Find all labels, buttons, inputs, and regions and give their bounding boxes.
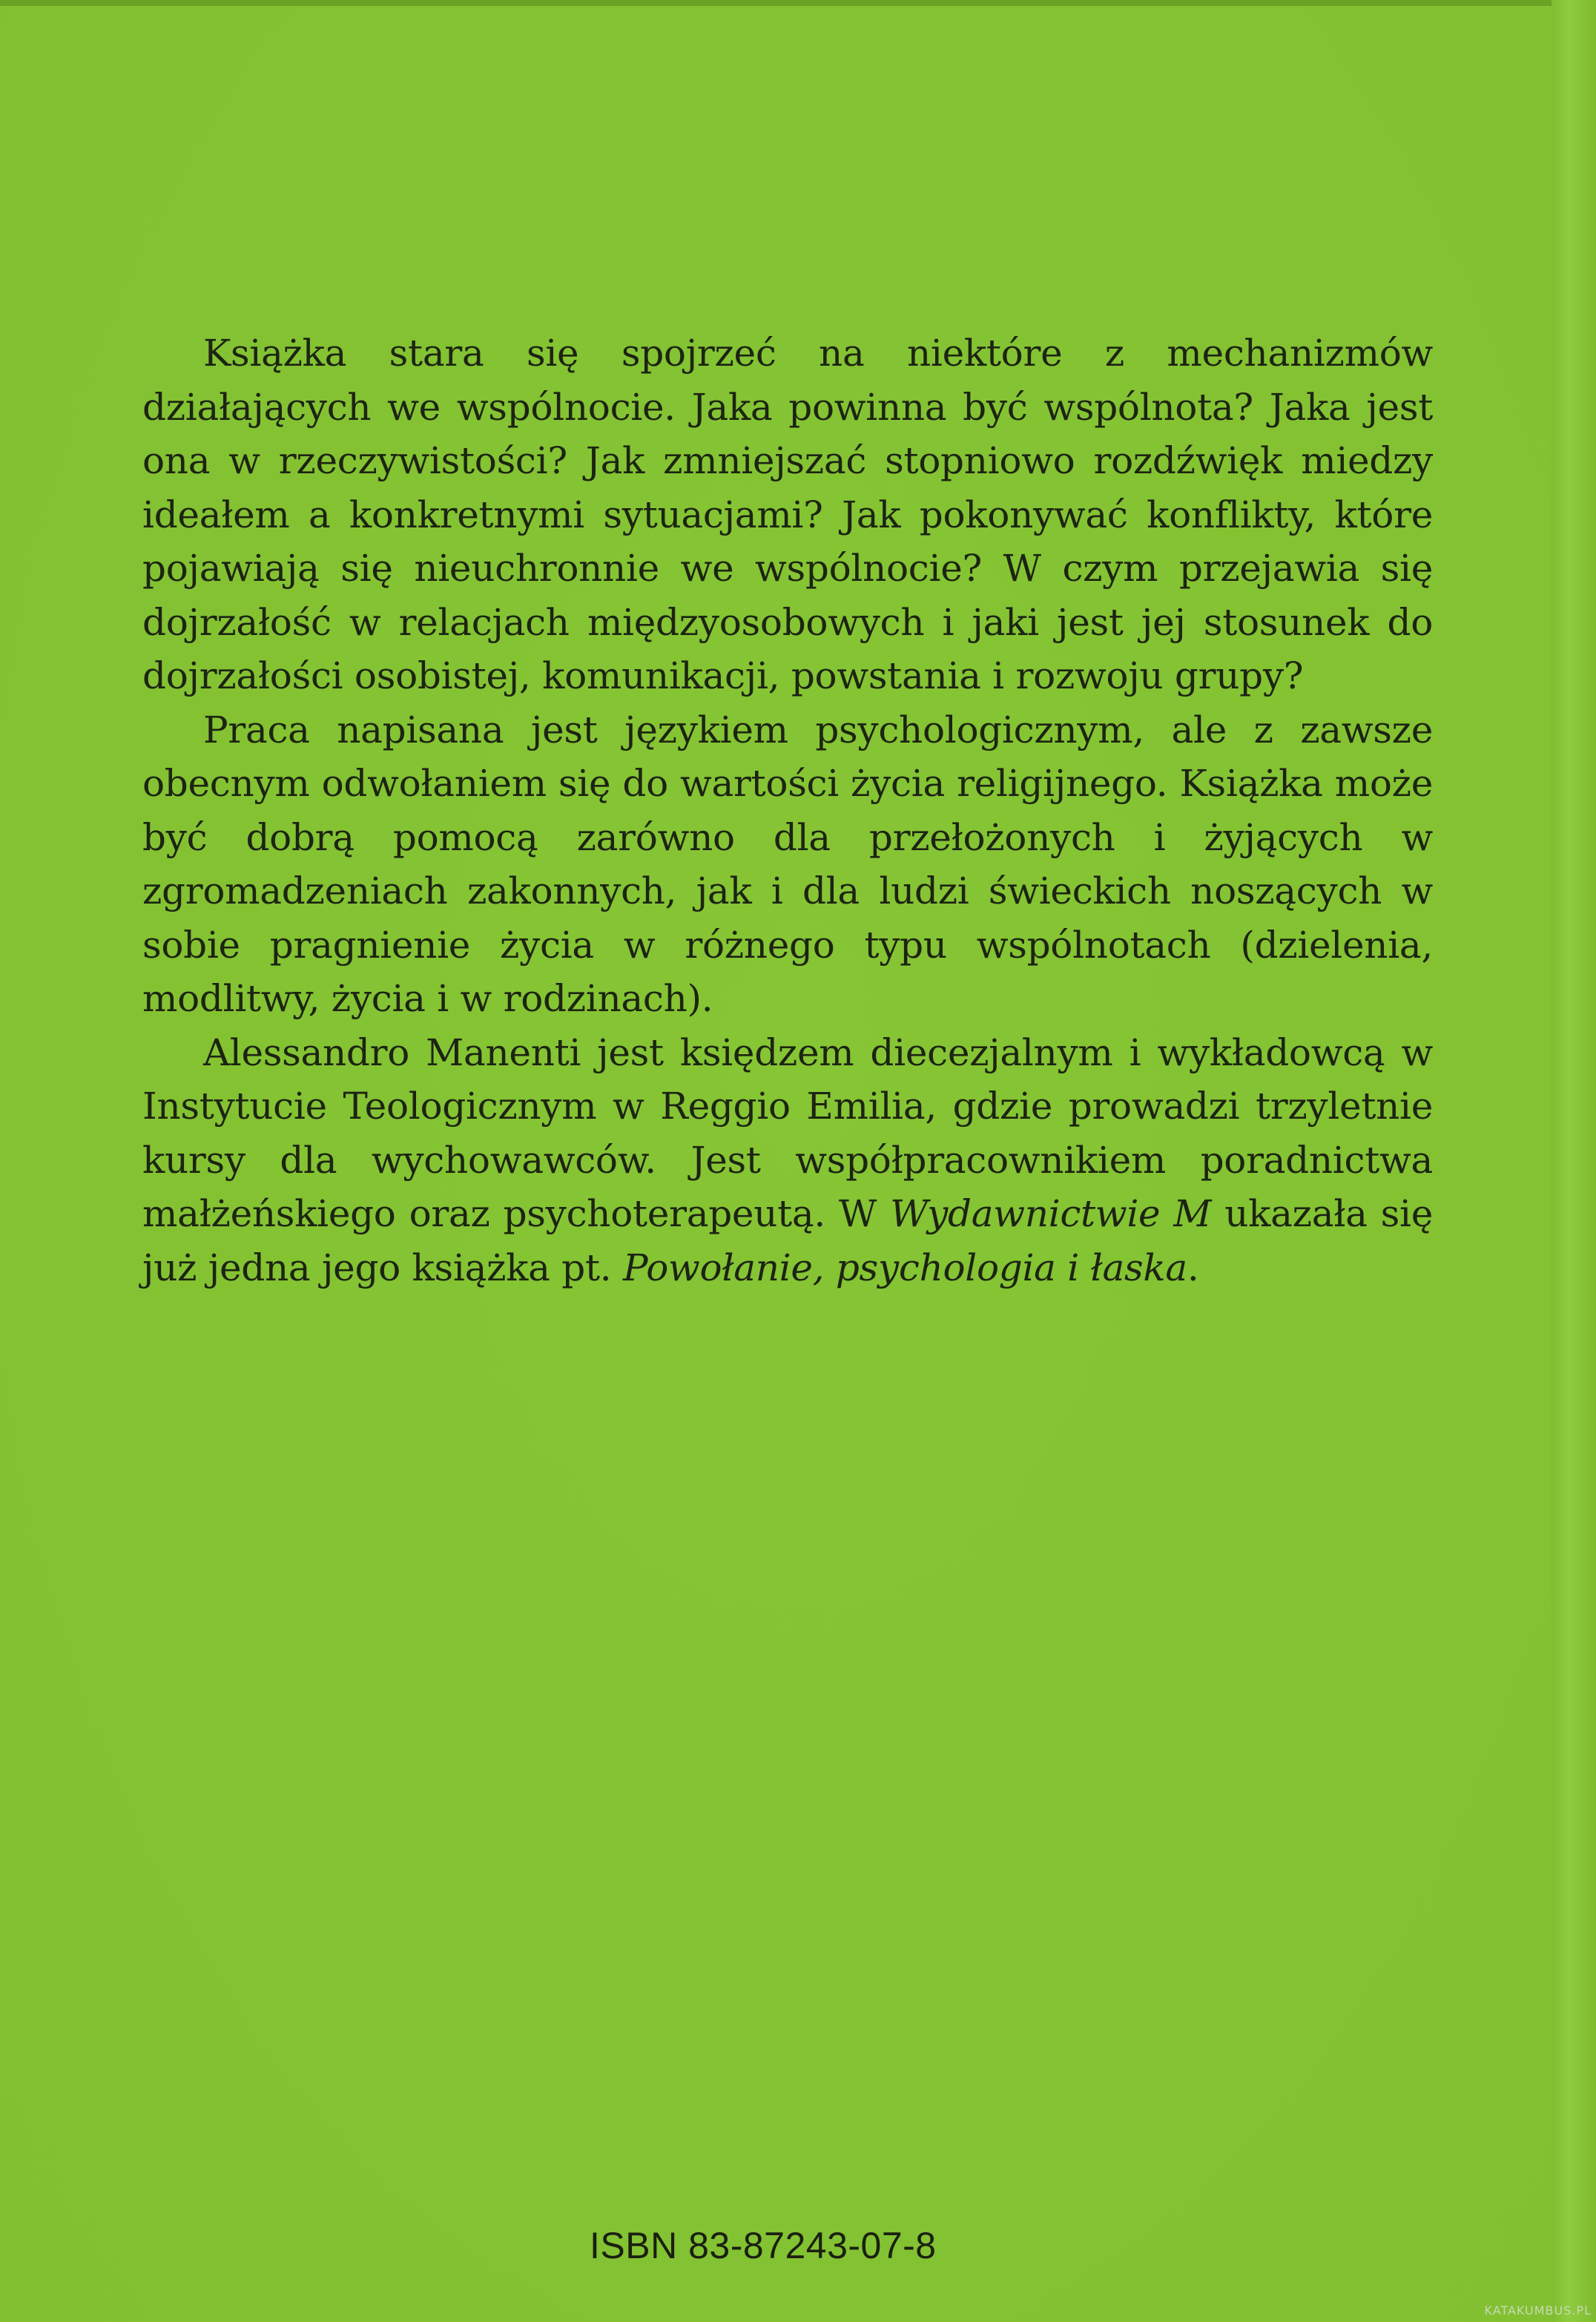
blurb-paragraph-3 [142,1026,1433,1295]
publisher-name: Wydawnictwie M [890,1192,1212,1235]
cover-blurb [142,326,1433,1295]
cover-spine-edge [1552,0,1596,2322]
scan-top-edge [0,0,1596,6]
blurb-paragraph-1: Książka stara się spojrzeć na niektóre z mechanizmów działających we wspólnocie. Jaka powinna być wspólnota? Jaka jest ona w rzeczywistości? Jak zmniejszać stopniowo rozdźwięk miedzy ideałem a konkretnymi sytuacjami? Jak pokonywać konflikty, które pojawiają się nieuchronnie we wspólnocie? W czym przejawia się dojrzałość w relacjach międzyosobowych i jaki jest jej stosunek do dojrzałości osobistej, komunikacji, powstania i rozwoju grupy? [142,332,1433,697]
author-bio-end: . [1187,1246,1199,1289]
author-bio-text-cont: ukazała się już jedna jego książka pt. [142,1192,1433,1289]
blurb-paragraph-2: Praca napisana jest językiem psychologicznym, ale z zawsze obecnym odwołaniem się do wartości życia religijnego. Książka może być dobrą pomocą zarówno dla przełożonych i żyjących w zgromadzeniach zakonnych, jak i dla ludzi świeckich noszących w sobie pragnienie życia w różnego typu wspólnotach (dzielenia, modlitwy, życia i w rodzinach). [142,708,1433,1020]
watermark-text: KATAKUMBUS.PL [1484,2303,1592,2318]
author-bio-text: Alessandro Manenti jest księdzem diecezjalnym i wykładowcą w Instytucie Teologicznym w Reggio Emilia, gdzie prowadzi trzyletnie kursy dla wychowawców. Jest współpracownikiem poradnictwa małżeńskiego oraz psychoterapeutą. W [142,1030,1433,1235]
isbn-number: ISBN 83-87243-07-8 [590,2225,937,2266]
other-book-title: Powołanie, psychologia i łaska [622,1246,1187,1289]
